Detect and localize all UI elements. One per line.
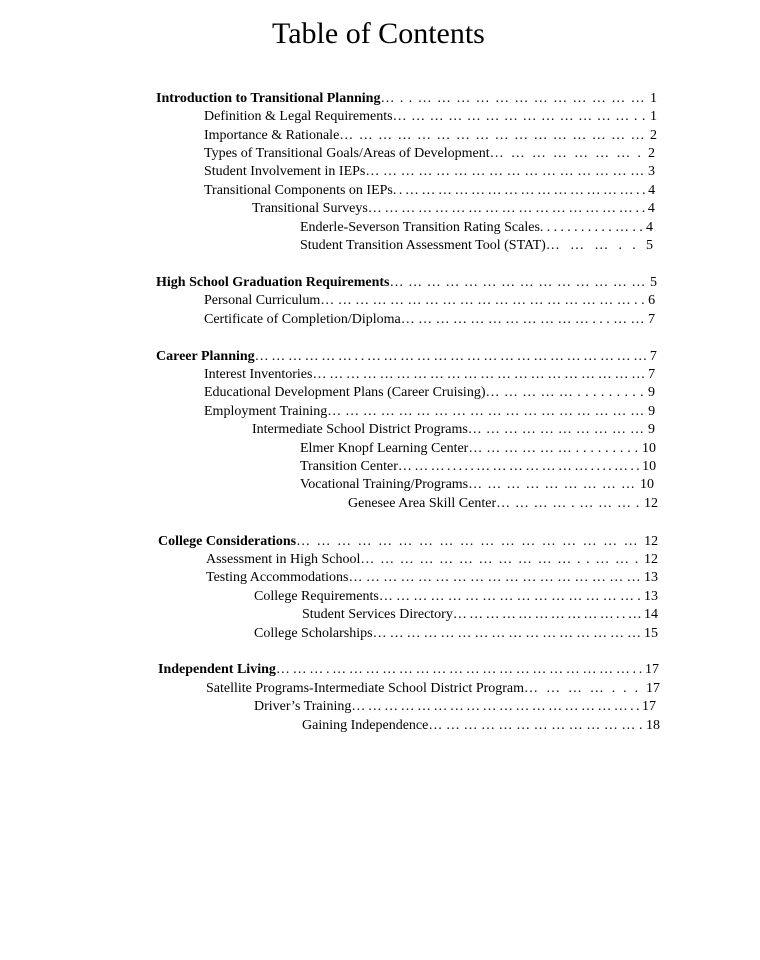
toc-entry-title: Personal Curriculum xyxy=(204,293,321,308)
toc-section-heading xyxy=(156,90,657,108)
toc-entry xyxy=(300,476,654,494)
toc-entry xyxy=(254,588,658,606)
toc-dot-leader: …………………………………………… xyxy=(296,534,645,549)
toc-dot-leader: ...........….. xyxy=(539,220,647,235)
toc-entry-title: College Considerations xyxy=(158,534,297,549)
toc-entry-title: Driver’s Training xyxy=(254,699,352,714)
toc-entry-title: Enderle-Severson Transition Rating Scales xyxy=(300,220,540,235)
toc-entry-title: Gaining Independence xyxy=(302,718,429,733)
toc-entry xyxy=(300,237,653,255)
toc-dot-leader: …………………………..… xyxy=(452,607,645,622)
toc-dot-leader: ……….……………………………………………….. xyxy=(275,662,645,677)
toc-dot-leader: ………………………………………. xyxy=(378,589,644,604)
toc-dot-leader: ……………………………………………….. xyxy=(320,293,649,308)
toc-dot-leader: ……………………………..……. xyxy=(360,552,644,567)
toc-entry-title: Student Services Directory xyxy=(302,607,453,622)
toc-dot-leader: ………………………… xyxy=(467,422,648,437)
toc-page-number: 4 xyxy=(646,220,654,235)
toc-entry-title: Testing Accommodations xyxy=(206,570,349,585)
toc-page-number: 12 xyxy=(644,534,659,549)
toc-page-number: 12 xyxy=(643,552,658,567)
toc-page-number: 9 xyxy=(648,404,656,419)
toc-dot-leader: …..……………………………… xyxy=(380,91,651,106)
toc-dot-leader: ………………………………….. xyxy=(392,109,650,124)
toc-dot-leader: …………... xyxy=(524,681,646,696)
toc-entry xyxy=(206,551,658,569)
toc-entry-title: College Requirements xyxy=(254,589,379,604)
toc-page-number: 1 xyxy=(649,109,657,124)
toc-entry-title: High School Graduation Requirements xyxy=(156,275,390,290)
toc-page-number: 18 xyxy=(646,718,660,733)
toc-page-number: 2 xyxy=(647,146,655,161)
toc-entry-title: Interest Inventories xyxy=(204,367,313,382)
toc-entry xyxy=(254,698,656,716)
toc-page-number: 4 xyxy=(647,201,655,216)
toc-entry-title: Transition Center xyxy=(300,459,398,474)
toc-page-number: 17 xyxy=(646,681,660,696)
toc-page-number: 17 xyxy=(644,662,659,677)
toc-entry xyxy=(204,163,655,181)
toc-page-number: 5 xyxy=(645,238,653,253)
toc-section-heading xyxy=(158,533,658,551)
toc-dot-leader: ………………………………………….. xyxy=(367,201,648,216)
toc-entry xyxy=(206,680,660,698)
toc-page-number: 7 xyxy=(647,312,655,327)
toc-entry xyxy=(254,625,658,643)
toc-dot-leader: ………………………………………… xyxy=(365,164,648,179)
toc-dot-leader: ……………......... xyxy=(485,385,649,400)
toc-page-number: 4 xyxy=(648,183,656,198)
toc-entry-title: Certificate of Completion/Diploma xyxy=(204,312,401,327)
toc-page-number: 12 xyxy=(643,496,658,511)
toc-entry-title: Intermediate School District Programs xyxy=(252,422,468,437)
toc-page-number: 10 xyxy=(640,477,655,492)
toc-page-number: 1 xyxy=(650,91,658,106)
toc-page-number: 9 xyxy=(648,385,656,400)
toc-entry xyxy=(300,219,653,237)
toc-entry xyxy=(204,292,655,310)
toc-page-number: 10 xyxy=(642,441,657,456)
toc-entry xyxy=(302,717,660,735)
toc-entry xyxy=(204,366,655,384)
toc-page-number: 15 xyxy=(643,626,658,641)
toc-entry xyxy=(252,200,655,218)
toc-page-number: 2 xyxy=(650,128,658,143)
toc-dot-leader: …………………………………… xyxy=(389,275,651,290)
toc-entry-title: Educational Development Plans (Career Cruising) xyxy=(204,385,486,400)
toc-entry xyxy=(300,440,656,458)
toc-entry-title: Elmer Knopf Learning Center xyxy=(300,441,469,456)
toc-dot-leader: ………………......... xyxy=(468,441,643,456)
toc-dot-leader: …………………. xyxy=(489,146,648,161)
toc-entry-title: Transitional Components on IEPs xyxy=(204,183,393,198)
toc-page-number: 14 xyxy=(644,607,659,622)
toc-entry-title: Career Planning xyxy=(156,349,255,364)
toc-entry-title: Introduction to Transitional Planning xyxy=(156,91,381,106)
toc-dot-leader: ………….………. xyxy=(496,496,644,511)
toc-entry-title: Student Transition Assessment Tool (STAT) xyxy=(300,238,546,253)
toc-page-number: 17 xyxy=(641,699,656,714)
toc-entry-title: Definition & Legal Requirements xyxy=(204,109,393,124)
toc-entry xyxy=(206,569,658,587)
toc-entry xyxy=(204,108,657,126)
toc-entry-title: College Scholarships xyxy=(254,626,373,641)
toc-entry xyxy=(252,421,655,439)
toc-entry-title: Student Involvement in IEPs xyxy=(204,164,366,179)
toc-dot-leader: ……….. xyxy=(545,238,646,253)
toc-entry-title: Satellite Programs-Intermediate School District Program xyxy=(206,681,525,696)
toc-entry xyxy=(348,495,658,513)
toc-dot-leader: …………………………………………………… xyxy=(312,367,649,382)
toc-page-number: 3 xyxy=(647,164,655,179)
toc-dot-leader: ……….....…………………....….. xyxy=(397,459,643,474)
toc-entry xyxy=(204,384,655,402)
toc-page-number: 10 xyxy=(642,459,657,474)
toc-entry-title: Employment Training xyxy=(204,404,328,419)
toc-page-number: 13 xyxy=(644,589,658,604)
toc-dot-leader: ………………………………. xyxy=(428,718,646,733)
toc-dot-leader: ..…………………………………….. xyxy=(392,183,649,198)
toc-entry xyxy=(204,145,655,163)
toc-dot-leader: ……………………………...…… xyxy=(400,312,648,327)
toc-entry-title: Vocational Training/Programs xyxy=(300,477,469,492)
toc-page-number: 6 xyxy=(648,293,656,308)
toc-entry xyxy=(204,403,655,421)
toc-page-number: 13 xyxy=(643,570,658,585)
toc-entry-title: Genesee Area Skill Center xyxy=(348,496,497,511)
toc-entry xyxy=(204,127,657,145)
toc-dot-leader: ………………………………………… xyxy=(372,626,644,641)
toc-page-number: 7 xyxy=(649,349,657,364)
toc-section-heading xyxy=(156,348,657,366)
toc-page-number: 9 xyxy=(648,422,655,437)
toc-entry xyxy=(204,311,655,329)
toc-dot-leader: ………………..…………………………………………… xyxy=(254,349,650,364)
toc-page-number: 5 xyxy=(650,275,658,290)
toc-section-heading xyxy=(156,274,657,292)
page-title: Table of Contents xyxy=(272,17,485,50)
toc-dot-leader: ……………………… xyxy=(468,477,641,492)
toc-entry-title: Independent Living xyxy=(158,662,276,677)
toc-dot-leader: …………………………………………… xyxy=(348,570,644,585)
toc-entry-title: Importance & Rationale xyxy=(204,128,340,143)
toc-entry-title: Assessment in High School xyxy=(206,552,361,567)
toc-dot-leader: …………………………………………….. xyxy=(351,699,642,714)
toc-dot-leader: ………………………………………… xyxy=(339,128,651,143)
toc-entry xyxy=(204,182,655,200)
toc-entry-title: Transitional Surveys xyxy=(252,201,368,216)
toc-page-number: 7 xyxy=(648,367,656,382)
toc-section-heading xyxy=(158,661,659,679)
toc-entry xyxy=(300,458,656,476)
toc-entry-title: Types of Transitional Goals/Areas of Development xyxy=(204,146,490,161)
toc-entry xyxy=(302,606,658,624)
toc-dot-leader: ……………………………………………… xyxy=(327,404,649,419)
